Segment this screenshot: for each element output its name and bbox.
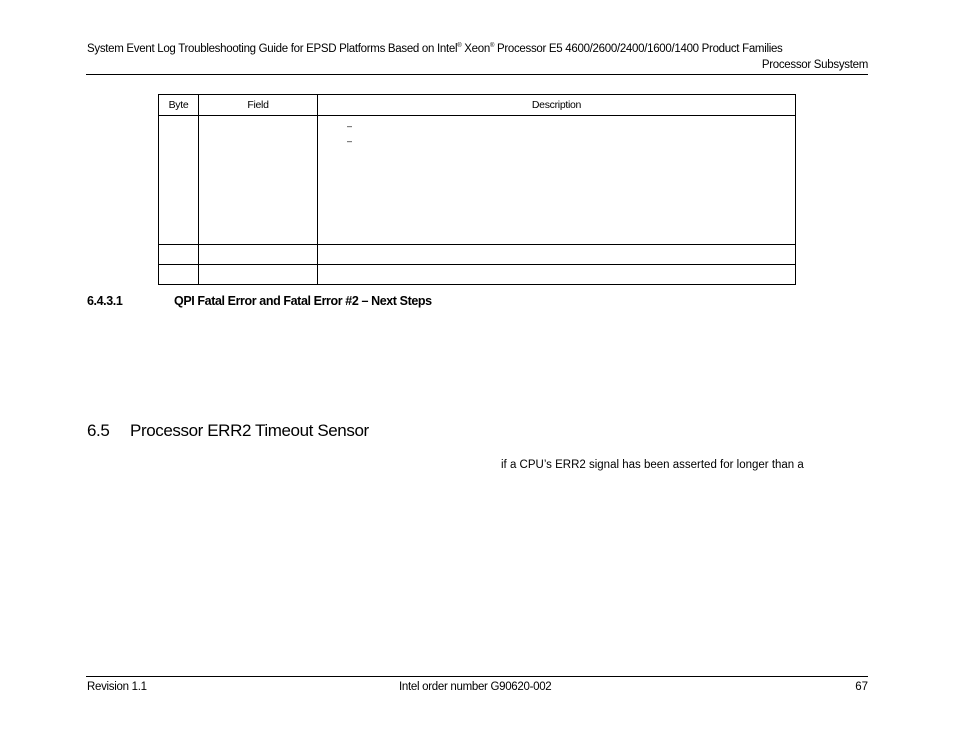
table-cell (318, 116, 796, 245)
column-header-byte: Byte (159, 95, 199, 116)
revision-label: Revision 1.1 (87, 681, 147, 693)
section-title: Processor ERR2 Timeout Sensor (130, 421, 369, 440)
table-cell (199, 265, 318, 285)
list-item: – (347, 121, 352, 131)
column-header-description: Description (318, 95, 796, 116)
title-prefix: System Event Log Troubleshooting Guide for EPSD Platforms Based on Intel (87, 43, 458, 55)
table-row (159, 245, 796, 265)
section-name: Processor Subsystem (761, 59, 868, 71)
registered-mark: ® (457, 43, 462, 50)
table-cell (318, 245, 796, 265)
subsection-heading (87, 294, 432, 308)
header-divider (86, 74, 868, 75)
section-number: 6.5 (87, 421, 110, 440)
document-title (87, 43, 783, 55)
table-cell (199, 245, 318, 265)
table-cell (159, 265, 199, 285)
column-header-field: Field (199, 95, 318, 116)
table-cell (159, 116, 199, 245)
table-row (159, 265, 796, 285)
title-suffix: Processor E5 4600/2600/2400/1600/1400 Product Families (494, 43, 783, 55)
body-text: if a CPU’s ERR2 signal has been asserted for longer than a (501, 459, 804, 471)
dash-list (318, 116, 795, 149)
sensor-data-table (158, 94, 796, 285)
table-row (159, 116, 796, 245)
title-middle: Xeon (461, 43, 490, 55)
table-cell (199, 116, 318, 245)
list-item: – (347, 136, 352, 146)
footer-divider (86, 676, 868, 677)
table-header-row (159, 95, 796, 116)
order-number: Intel order number G90620-002 (399, 681, 552, 693)
table-cell (159, 245, 199, 265)
section-heading (87, 421, 369, 441)
subsection-title: QPI Fatal Error and Fatal Error #2 – Next Steps (174, 294, 432, 308)
subsection-number: 6.4.3.1 (87, 294, 123, 308)
page-number: 67 (855, 681, 868, 693)
registered-mark: ® (489, 43, 495, 50)
table-cell (318, 265, 796, 285)
